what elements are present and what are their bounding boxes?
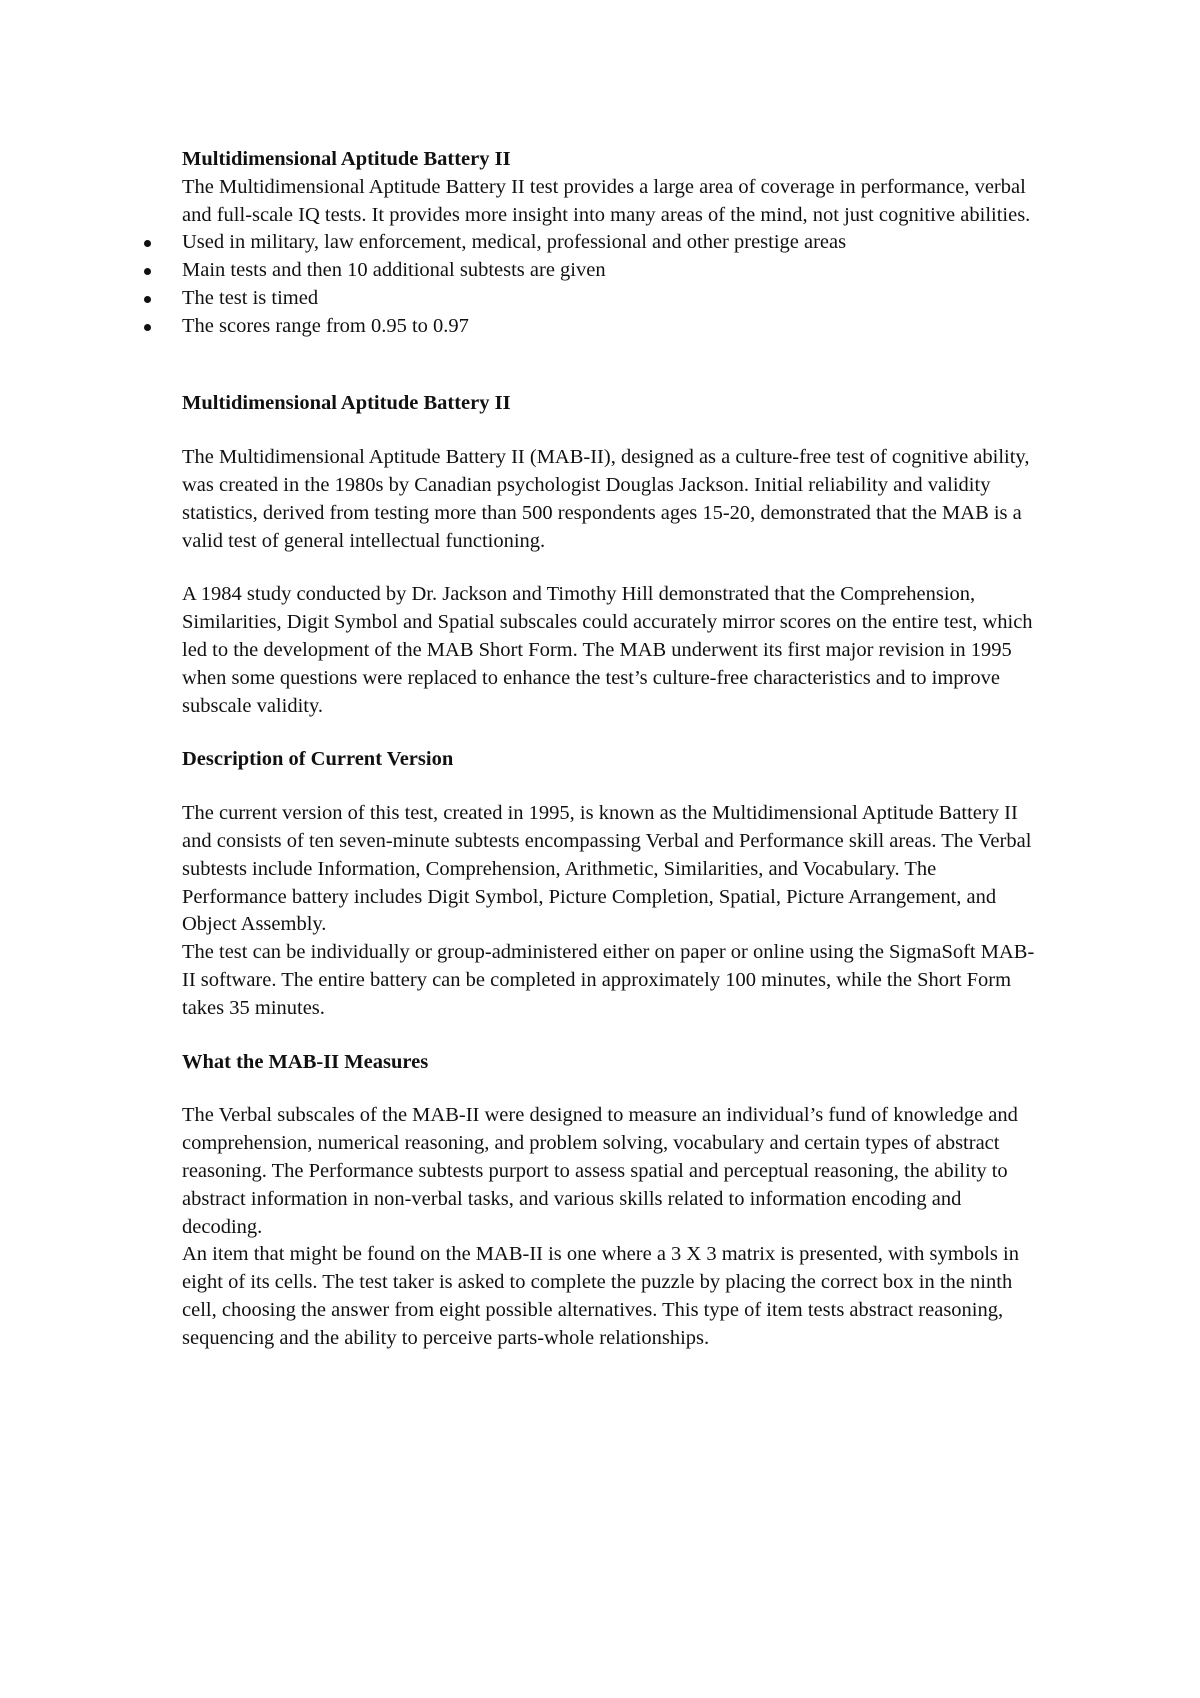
bullet-dot-icon <box>144 324 151 331</box>
spacer <box>182 341 1042 369</box>
bullet-dot-icon <box>144 296 151 303</box>
section2-paragraph-2: A 1984 study conducted by Dr. Jackson and Timothy Hill demonstrated that the Comprehension, Similarities, Digit Symbol and Spatial subscales could accurately mirror scores on the entire test, which led to the development of the MAB Short Form. The MAB underwent its first major revision in 1995 when some questions were replaced to enhance the test’s culture-free characteristics and to improve subscale validity. <box>182 583 1033 717</box>
section1-heading: Multidimensional Aptitude Battery II <box>182 148 511 170</box>
section2-paragraph-1: The Multidimensional Aptitude Battery II (MAB-II), designed as a culture-free test of cognitive ability, was created in the 1980s by Canadian psychologist Douglas Jackson. Initial reliability and validity statistics, derived from testing more than 500 respondents ages 15-20, demonstrated that the MAB is a valid test of general intellectual functioning. <box>182 446 1030 552</box>
section1-intro: The Multidimensional Aptitude Battery II test provides a large area of coverage in performance, verbal and full-scale IQ tests. It provides more insight into many areas of the mind, not just cognitive abilities. <box>182 175 1031 226</box>
section3-paragraph-2: The test can be individually or group-administered either on paper or online using the SigmaSoft MAB-II software. The entire battery can be completed in approximately 100 minutes, while the Short Form takes 35 minutes. <box>182 941 1035 1019</box>
section4-heading: What the MAB-II Measures <box>182 1050 429 1073</box>
bullet-item <box>182 313 1042 341</box>
section3-heading: Description of Current Version <box>182 748 454 771</box>
bullet-text: The scores range from 0.95 to 0.97 <box>182 314 469 337</box>
document-page <box>182 146 1042 1352</box>
spacer <box>182 1023 1042 1049</box>
spacer <box>182 418 1042 444</box>
bullet-item <box>182 285 1042 313</box>
bullet-item <box>182 257 1042 285</box>
section4-paragraph-1: The Verbal subscales of the MAB-II were designed to measure an individual’s fund of knowledge and comprehension, numerical reasoning, and problem solving, vocabulary and certain types of abstract reasoning. The Performance subtests purport to assess spatial and perceptual reasoning, the ability to abstract information in non-verbal tasks, and various skills related to information encoding and decoding. <box>182 1104 1018 1238</box>
bullet-text: Main tests and then 10 additional subtests are given <box>182 259 606 282</box>
bullet-text: Used in military, law enforcement, medical, professional and other prestige areas <box>182 231 847 254</box>
bullet-dot-icon <box>144 240 151 247</box>
bullet-dot-icon <box>144 268 151 275</box>
section3-paragraph-1: The current version of this test, created in 1995, is known as the Multidimensional Aptitude Battery II and consists of ten seven-minute subtests encompassing Verbal and Performance skill areas. The Verbal subtests include Information, Comprehension, Arithmetic, Similarities, and Vocabulary. The Performance battery includes Digit Symbol, Picture Completion, Spatial, Picture Arrangement, and Object Assembly. <box>182 802 1032 936</box>
spacer <box>182 720 1042 746</box>
feature-bullet-list <box>182 229 1042 340</box>
spacer <box>182 774 1042 800</box>
spacer <box>182 1076 1042 1102</box>
bullet-text: The test is timed <box>182 286 319 309</box>
section4-paragraph-2: An item that might be found on the MAB-II is one where a 3 X 3 matrix is presented, with symbols in eight of its cells. The test taker is asked to complete the puzzle by placing the correct box in the ninth cell, choosing the answer from eight possible alternatives. This type of item tests abstract reasoning, sequencing and the ability to perceive parts-whole relationships. <box>182 1243 1019 1349</box>
spacer <box>182 368 1042 390</box>
bullet-item <box>182 229 1042 257</box>
spacer <box>182 555 1042 581</box>
section2-heading: Multidimensional Aptitude Battery II <box>182 392 511 415</box>
